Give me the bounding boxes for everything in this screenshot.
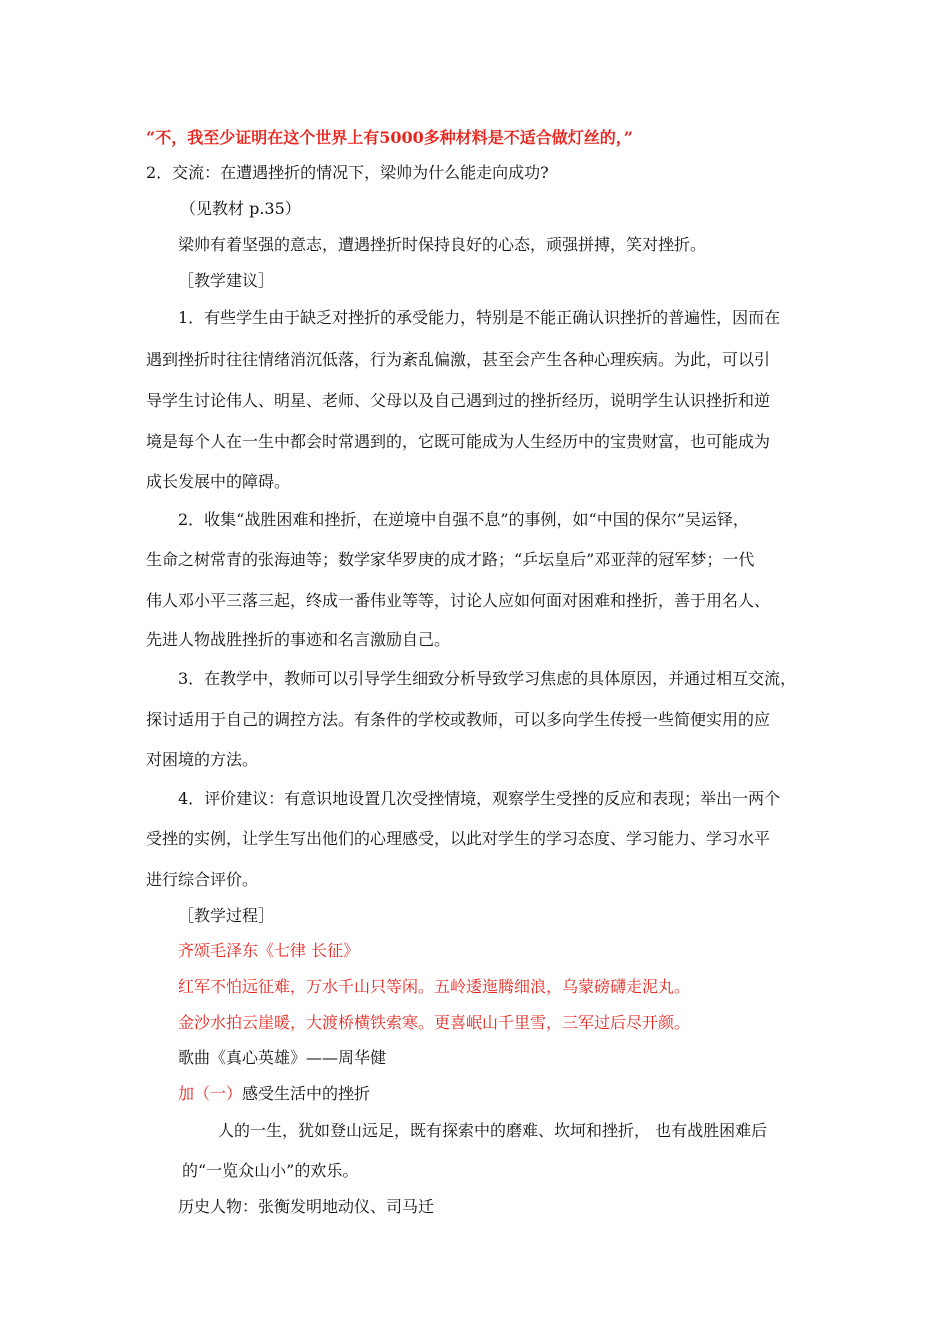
section-prefix: 加（一） (178, 1084, 243, 1103)
advice-2-line-1: 2．收集“战胜困难和挫折，在逆境中自强不息”的事例，如“中国的保尔”吴运铎， (178, 510, 749, 529)
advice-1-line-1: 1．有些学生由于缺乏对挫折的承受能力，特别是不能正确认识挫折的普遍性，因而在 (178, 308, 781, 327)
life-line-2: 的“一览众山小”的欢乐。 (182, 1161, 359, 1180)
advice-4-line-3: 进行综合评价。 (146, 870, 259, 889)
quote-line: “不，我至少证明在这个世界上有5000多种材料是不适合做灯丝的，” (146, 128, 633, 147)
advice-2-line-3: 伟人邓小平三落三起，终成一番伟业等等，讨论人应如何面对困难和挫折，善于用名人、 (146, 591, 771, 610)
poem-line-1: 红军不怕远征难，万水千山只等闲。五岭逶迤腾细浪，乌蒙磅礴走泥丸。 (178, 977, 691, 996)
advice-1-line-2: 遇到挫折时往往情绪消沉低落，行为紊乱偏激，甚至会产生各种心理疾病。为此，可以引 (146, 350, 771, 369)
advice-2-line-4: 先进人物战胜挫折的事迹和名言激励自己。 (146, 630, 451, 649)
teaching-advice-heading: ［教学建议］ (178, 271, 275, 290)
life-line-1: 人的一生，犹如登山远足，既有探索中的磨难、坎坷和挫折， 也有战胜困难后 (218, 1121, 768, 1140)
advice-1-line-5: 成长发展中的障碍。 (146, 472, 291, 491)
answer-text: 梁帅有着坚强的意志，遭遇挫折时保持良好的心态，顽强拼搏，笑对挫折。 (178, 235, 707, 254)
advice-1-line-4: 境是每个人在一生中都会时常遇到的，它既可能成为人生经历中的宝贵财富，也可能成为 (146, 432, 771, 451)
advice-1-line-3: 导学生讨论伟人、明星、老师、父母以及自己遇到过的挫折经历，说明学生认识挫折和逆 (146, 391, 771, 410)
advice-4-line-2: 受挫的实例，让学生写出他们的心理感受，以此对学生的学习态度、学习能力、学习水平 (146, 829, 771, 848)
historical-figures-line: 历史人物：张衡发明地动仪、司马迁 (178, 1197, 435, 1216)
advice-2-line-2: 生命之树常青的张海迪等；数学家华罗庚的成才路；“乒坛皇后”邓亚萍的冠军梦；一代 (146, 550, 755, 569)
advice-3-line-1: 3．在教学中，教师可以引导学生细致分析导致学习焦虑的具体原因，并通过相互交流， (178, 669, 797, 688)
section-title: 感受生活中的挫折 (242, 1084, 371, 1103)
advice-3-line-2: 探讨适用于自己的调控方法。有条件的学校或教师，可以多向学生传授一些简便实用的应 (146, 710, 771, 729)
advice-3-line-3: 对困境的方法。 (146, 750, 259, 769)
poem-title: 齐颂毛泽东《七律 长征》 (178, 941, 360, 960)
textbook-reference: （见教材 p.35） (180, 199, 301, 218)
poem-line-2: 金沙水拍云崖暖，大渡桥横铁索寒。更喜岷山千里雪，三军过后尽开颜。 (178, 1013, 691, 1032)
song-line: 歌曲《真心英雄》——周华健 (178, 1048, 387, 1067)
section-heading (178, 1084, 370, 1104)
question-2: 2．交流：在遭遇挫折的情况下，梁帅为什么能走向成功? (146, 163, 549, 182)
advice-4-line-1: 4．评价建议：有意识地设置几次受挫情境，观察学生受挫的反应和表现；举出一两个 (178, 789, 781, 808)
teaching-process-heading: ［教学过程］ (178, 906, 275, 925)
